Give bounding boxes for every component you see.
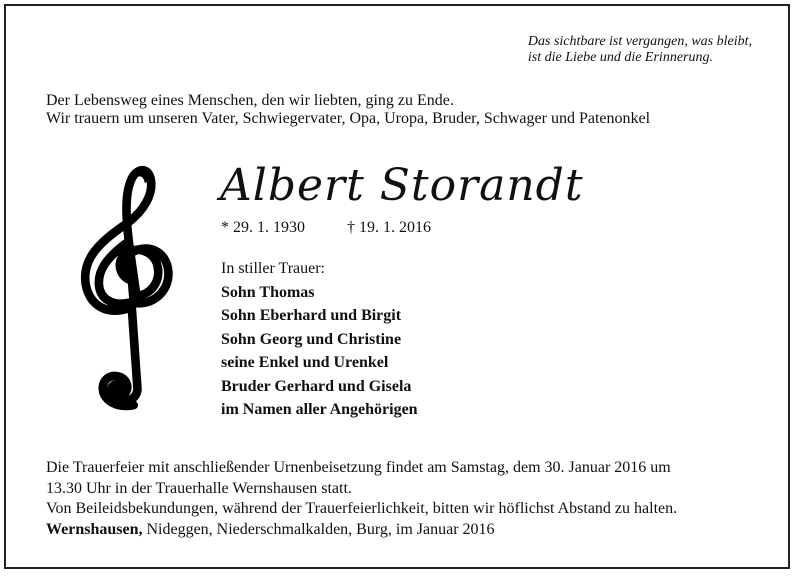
deceased-name: Albert Storandt: [220, 160, 584, 211]
mourner: Sohn Eberhard und Birgit: [221, 307, 402, 324]
motto: [528, 34, 752, 66]
funeral-info-line: 13.30 Uhr in der Trauerhalle Wernshausen statt.: [46, 479, 352, 497]
intro-line: Der Lebensweg eines Menschen, den wir liebten, ging zu Ende.: [46, 92, 454, 109]
intro-text: [46, 92, 650, 128]
intro-line: Wir trauern um unseren Vater, Schwiegervater, Opa, Uropa, Bruder, Schwager und Patenonkel: [46, 110, 651, 127]
mourner: Bruder Gerhard und Gisela: [221, 377, 412, 395]
place-line: [46, 520, 756, 541]
treble-clef-icon: [78, 162, 174, 414]
funeral-info: [46, 458, 756, 540]
mourner: Sohn Georg und Christine: [221, 330, 402, 348]
mourners-heading: In stiller Trauer:: [221, 260, 325, 277]
place-rest: Nideggen, Niederschmalkalden, Burg, im Januar 2016: [142, 520, 495, 538]
funeral-info-line: Von Beileidsbekundungen, während der Trauerfeierlichkeit, bitten wir höflichst Abstand zu halten.: [46, 500, 678, 517]
mourners-list: [221, 257, 418, 422]
funeral-info-line: Die Trauerfeier mit anschließender Urnenbeisetzung findet am Samstag, dem 30. Januar 2016 um: [46, 459, 671, 476]
life-dates: [221, 218, 431, 238]
place-bold: Wernshausen,: [46, 520, 143, 538]
mourner: im Namen aller Angehörigen: [221, 401, 418, 418]
death-date: † 19. 1. 2016: [347, 219, 431, 236]
motto-line: Das sichtbare ist vergangen, was bleibt,: [527, 34, 752, 49]
motto-line: ist die Liebe und die Erinnerung.: [527, 50, 713, 65]
birth-date: * 29. 1. 1930: [221, 219, 305, 236]
mourner: seine Enkel und Urenkel: [221, 354, 389, 371]
mourner: Sohn Thomas: [221, 283, 315, 301]
